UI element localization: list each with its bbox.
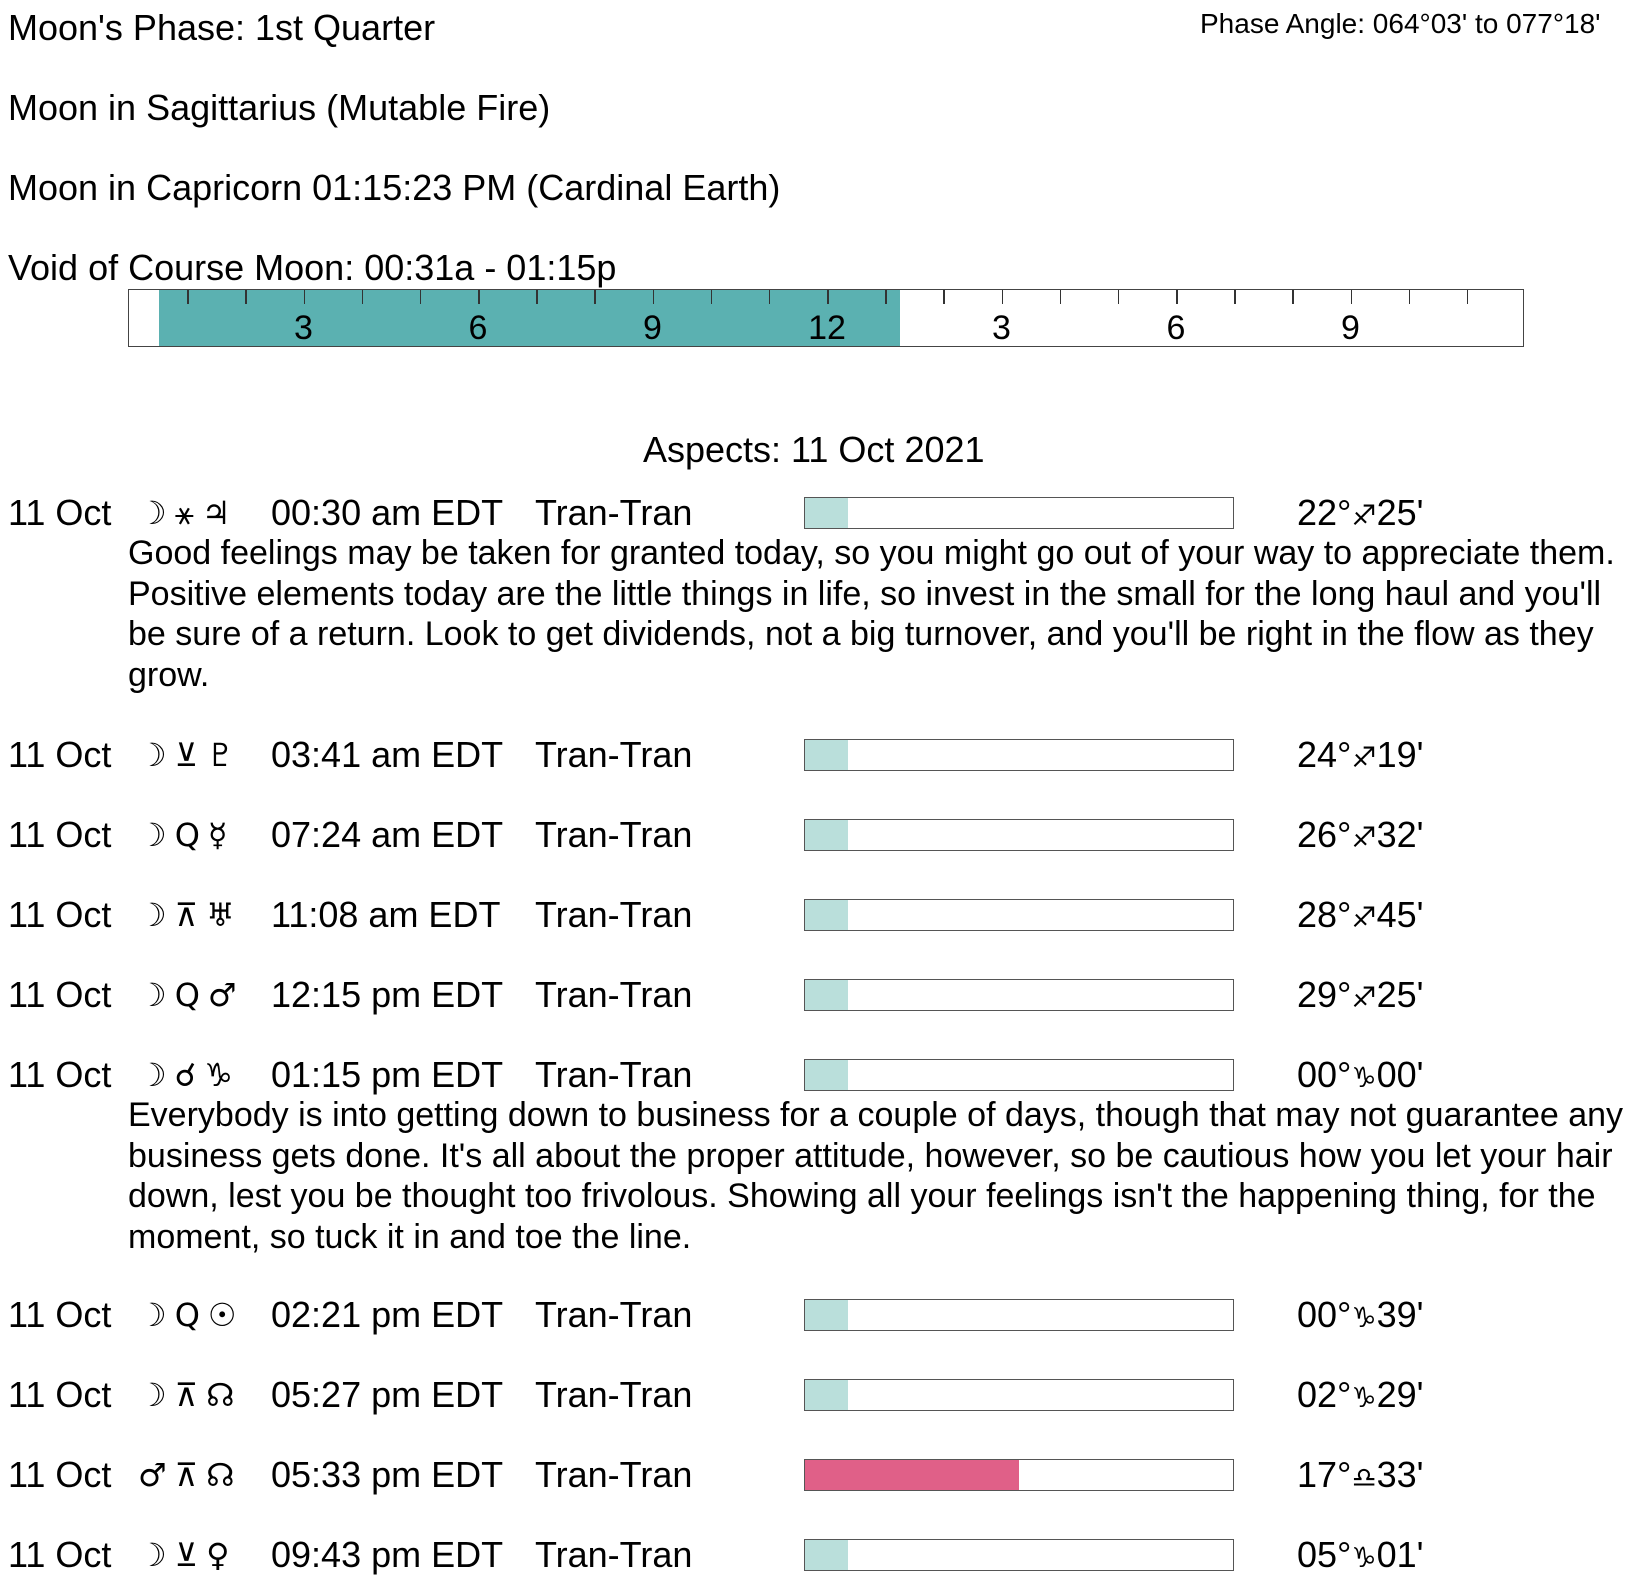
timeline-tick: [1176, 290, 1178, 304]
aspect-type: Tran-Tran: [535, 492, 693, 533]
timeline-tick: [1467, 290, 1469, 304]
aspect-time: 01:15 pm EDT: [271, 1054, 504, 1095]
timeline-tick: [478, 290, 480, 304]
aspect-time: 09:43 pm EDT: [271, 1534, 504, 1575]
position-minutes: 00': [1376, 1054, 1424, 1095]
aspect-date: 11 Oct: [8, 1054, 112, 1095]
aspect-strength-fill: [805, 1540, 848, 1570]
timeline-tick: [594, 290, 596, 304]
timeline-tick: [769, 290, 771, 304]
aspect-strength-bar: [804, 497, 1234, 529]
aspect-glyph: Q: [174, 816, 200, 854]
aspect-date: 11 Oct: [8, 1374, 112, 1415]
planet-2-glyph: ♅: [206, 896, 235, 934]
timeline-tick: [362, 290, 364, 304]
aspect-glyph: ⊼: [174, 1456, 199, 1494]
aspect-date: 11 Oct: [8, 1294, 112, 1335]
position-minutes: 33': [1376, 1454, 1424, 1495]
aspect-symbols: [138, 1455, 258, 1495]
timeline-hour-label: 12: [808, 309, 846, 347]
zodiac-sign-glyph: ♐: [1351, 499, 1377, 532]
timeline-hour-label: 3: [294, 309, 313, 347]
aspect-strength-bar: [804, 819, 1234, 851]
timeline-hour-label: 3: [992, 309, 1011, 347]
planet-2-glyph: ☉: [207, 1296, 237, 1334]
aspect-row: [0, 493, 1646, 533]
aspect-symbols: [138, 895, 258, 935]
timeline-tick: [943, 290, 945, 304]
aspect-type: Tran-Tran: [535, 1454, 693, 1495]
aspect-position: [1297, 895, 1423, 938]
aspect-type: Tran-Tran: [535, 974, 693, 1015]
position-degrees: 26°: [1297, 814, 1352, 855]
aspect-type: Tran-Tran: [535, 814, 693, 855]
aspect-row: [0, 1295, 1646, 1335]
aspect-interpretation: Everybody is into getting down to business for a couple of days, though that may not guarantee any business gets done. It's all about the proper attitude, however, so be cautious how you let your hair down, lest you be thought too frivolous. Showing all your feelings isn't the happening thing, for the moment, so tuck it in and toe the line.: [128, 1096, 1624, 1256]
aspect-symbols: [138, 1055, 258, 1095]
aspect-date: 11 Oct: [8, 734, 112, 775]
planet-1-glyph: ♂: [138, 1456, 167, 1494]
aspect-symbols: [138, 493, 258, 533]
aspect-time: 03:41 am EDT: [271, 734, 504, 775]
void-of-course-timeline: [128, 289, 1524, 347]
aspect-row: [0, 975, 1646, 1015]
aspect-glyph: Q: [174, 1296, 200, 1334]
position-degrees: 29°: [1297, 974, 1352, 1015]
aspect-strength-bar: [804, 1459, 1234, 1491]
aspect-row: [0, 1375, 1646, 1415]
timeline-tick: [245, 290, 247, 304]
zodiac-sign-glyph: ♐: [1351, 821, 1377, 854]
aspect-strength-bar: [804, 979, 1234, 1011]
aspect-glyph: ⊼: [174, 896, 199, 934]
planet-1-glyph: ☽: [138, 494, 167, 532]
planet-1-glyph: ☽: [138, 1376, 167, 1414]
planet-1-glyph: ☽: [138, 1296, 167, 1334]
position-degrees: 02°: [1297, 1374, 1352, 1415]
aspect-date: 11 Oct: [8, 1454, 112, 1495]
timeline-tick: [304, 290, 306, 304]
aspect-date: 11 Oct: [8, 492, 112, 533]
timeline-tick: [827, 290, 829, 304]
aspect-strength-bar: [804, 899, 1234, 931]
position-minutes: 19': [1376, 734, 1424, 775]
void-of-course: Void of Course Moon: 00:31a - 01:15p: [8, 247, 617, 288]
aspect-strength-bar: [804, 1379, 1234, 1411]
phase-angle: Phase Angle: 064°03' to 077°18': [1200, 8, 1601, 39]
aspect-row: [0, 1055, 1646, 1095]
planet-2-glyph: ♀: [206, 1536, 230, 1574]
aspect-time: 12:15 pm EDT: [271, 974, 504, 1015]
aspects-title: Aspects: 11 Oct 2021: [643, 429, 985, 470]
aspect-glyph: ⚹: [174, 494, 194, 532]
timeline-tick: [1118, 290, 1120, 304]
moon-phase: Moon's Phase: 1st Quarter: [8, 7, 436, 48]
aspect-strength-fill: [805, 1380, 848, 1410]
aspect-glyph: ⊼: [174, 1376, 199, 1414]
timeline-tick: [187, 290, 189, 304]
aspect-strength-fill: [805, 820, 848, 850]
moon-sign: Moon in Sagittarius (Mutable Fire): [8, 87, 551, 128]
zodiac-sign-glyph: ♑: [1351, 1061, 1377, 1094]
planet-1-glyph: ☽: [138, 1536, 167, 1574]
planet-1-glyph: ☽: [138, 976, 167, 1014]
planet-2-glyph: ♑: [204, 1056, 233, 1094]
position-degrees: 00°: [1297, 1054, 1352, 1095]
aspect-position: [1297, 1535, 1423, 1578]
aspect-date: 11 Oct: [8, 1534, 112, 1575]
aspect-strength-fill: [805, 1300, 848, 1330]
timeline-tick: [1002, 290, 1004, 304]
planet-1-glyph: ☽: [138, 1056, 167, 1094]
aspect-position: [1297, 1295, 1423, 1338]
aspect-position: [1297, 1055, 1423, 1098]
aspect-type: Tran-Tran: [535, 1374, 693, 1415]
planet-1-glyph: ☽: [138, 896, 167, 934]
position-degrees: 00°: [1297, 1294, 1352, 1335]
planet-2-glyph: ☿: [207, 816, 228, 854]
moon-ingress: Moon in Capricorn 01:15:23 PM (Cardinal Earth): [8, 167, 781, 208]
timeline-tick: [711, 290, 713, 304]
zodiac-sign-glyph: ♐: [1351, 901, 1377, 934]
aspect-time: 00:30 am EDT: [271, 492, 504, 533]
timeline-tick: [1292, 290, 1294, 304]
position-minutes: 25': [1376, 492, 1424, 533]
position-degrees: 22°: [1297, 492, 1352, 533]
aspect-interpretation: Good feelings may be taken for granted today, so you might go out of your way to appreciate them. Positive elements today are the little things in life, so invest in the small for the long haul and you'll be sure of a return. Look to get dividends, not a big turnover, and you'll be right in the flow as they grow.: [128, 534, 1615, 694]
aspect-position: [1297, 493, 1423, 536]
aspect-time: 05:27 pm EDT: [271, 1374, 504, 1415]
aspect-position: [1297, 815, 1423, 858]
void-of-course-fill: [159, 290, 899, 346]
aspect-time: 05:33 pm EDT: [271, 1454, 504, 1495]
aspect-symbols: [138, 1375, 258, 1415]
timeline-hour-label: 6: [1166, 309, 1186, 347]
position-minutes: 29': [1376, 1374, 1424, 1415]
aspect-row: [0, 1535, 1646, 1575]
timeline-tick: [1060, 290, 1062, 304]
aspect-strength-fill: [805, 1060, 848, 1090]
aspect-glyph: ☌: [174, 1056, 197, 1094]
timeline-tick: [1234, 290, 1236, 304]
aspect-strength-bar: [804, 1539, 1234, 1571]
aspect-strength-fill: [805, 498, 848, 528]
position-degrees: 28°: [1297, 894, 1352, 935]
timeline-tick: [1351, 290, 1353, 304]
zodiac-sign-glyph: ♑: [1351, 1301, 1377, 1334]
aspect-strength-fill: [805, 980, 848, 1010]
planet-2-glyph: ☊: [206, 1456, 235, 1494]
planet-2-glyph: ☊: [206, 1376, 235, 1414]
timeline-hour-label: 9: [643, 309, 662, 347]
aspect-date: 11 Oct: [8, 894, 112, 935]
aspect-type: Tran-Tran: [535, 1054, 693, 1095]
aspect-row: [0, 1455, 1646, 1495]
aspect-type: Tran-Tran: [535, 734, 693, 775]
aspect-symbols: [138, 1535, 258, 1575]
position-minutes: 39': [1376, 1294, 1424, 1335]
position-minutes: 01': [1376, 1534, 1424, 1575]
timeline-hour-label: 6: [468, 309, 488, 347]
aspect-row: [0, 735, 1646, 775]
timeline-tick: [653, 290, 655, 304]
aspect-symbols: [138, 975, 258, 1015]
aspect-time: 11:08 am EDT: [271, 894, 501, 935]
zodiac-sign-glyph: ♐: [1351, 981, 1377, 1014]
timeline-tick: [885, 290, 887, 304]
aspect-glyph: ⊻: [174, 736, 199, 774]
aspect-date: 11 Oct: [8, 814, 112, 855]
aspect-strength-bar: [804, 739, 1234, 771]
aspect-row: [0, 815, 1646, 855]
planet-1-glyph: ☽: [138, 736, 167, 774]
aspect-symbols: [138, 815, 258, 855]
aspect-glyph: Q: [174, 976, 200, 1014]
aspect-time: 07:24 am EDT: [271, 814, 504, 855]
aspect-strength-bar: [804, 1059, 1234, 1091]
aspect-position: [1297, 1455, 1423, 1498]
aspect-date: 11 Oct: [8, 974, 112, 1015]
zodiac-sign-glyph: ♑: [1351, 1381, 1377, 1414]
planet-1-glyph: ☽: [138, 816, 167, 854]
zodiac-sign-glyph: ♑: [1351, 1541, 1377, 1574]
aspect-strength-fill: [805, 740, 848, 770]
position-minutes: 45': [1376, 894, 1424, 935]
aspect-strength-bar: [804, 1299, 1234, 1331]
aspect-position: [1297, 735, 1423, 778]
planet-2-glyph: ♃: [201, 494, 231, 532]
aspect-strength-fill: [805, 1460, 1019, 1490]
planet-2-glyph: ♂: [207, 976, 237, 1014]
aspect-time: 02:21 pm EDT: [271, 1294, 504, 1335]
aspect-position: [1297, 975, 1423, 1018]
position-degrees: 05°: [1297, 1534, 1352, 1575]
timeline-tick: [420, 290, 422, 304]
position-degrees: 17°: [1297, 1454, 1352, 1495]
position-minutes: 25': [1376, 974, 1424, 1015]
aspect-symbols: [138, 1295, 258, 1335]
aspect-symbols: [138, 735, 258, 775]
aspect-position: [1297, 1375, 1423, 1418]
planet-2-glyph: ♇: [206, 736, 235, 774]
zodiac-sign-glyph: ♐: [1351, 741, 1377, 774]
aspect-type: Tran-Tran: [535, 1534, 693, 1575]
timeline-hour-label: 9: [1341, 309, 1360, 347]
position-minutes: 32': [1376, 814, 1424, 855]
aspect-glyph: ⊻: [174, 1536, 199, 1574]
timeline-tick: [1409, 290, 1411, 304]
aspect-type: Tran-Tran: [535, 894, 693, 935]
aspect-strength-fill: [805, 900, 848, 930]
timeline-tick: [536, 290, 538, 304]
aspect-row: [0, 895, 1646, 935]
aspect-type: Tran-Tran: [535, 1294, 693, 1335]
zodiac-sign-glyph: ♎: [1351, 1461, 1377, 1494]
position-degrees: 24°: [1297, 734, 1352, 775]
